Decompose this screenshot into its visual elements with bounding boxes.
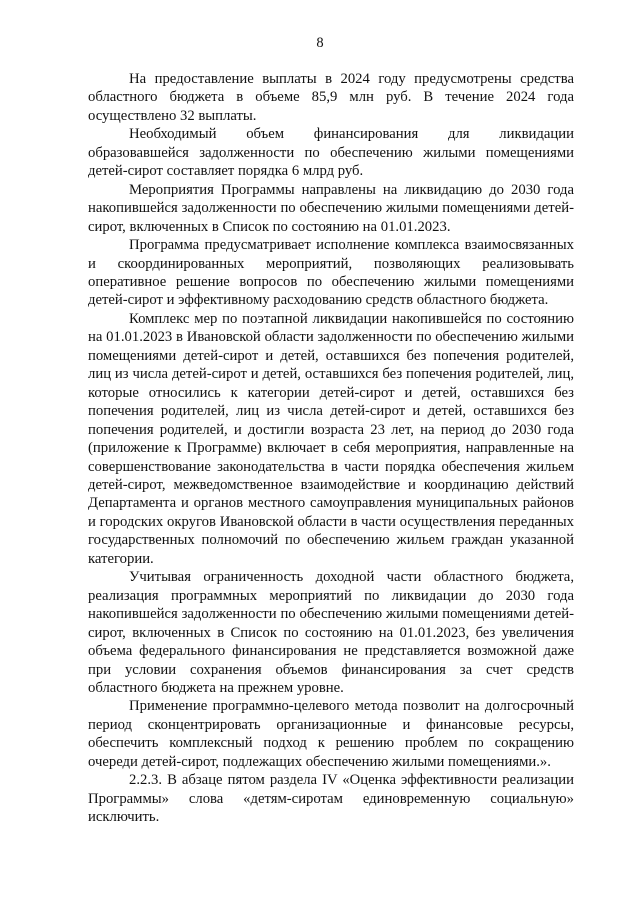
paragraph-payment-funding: На предоставление выплаты в 2024 году предусмотрены средства областного бюджета в объеме 85,9 млн руб. В течение 2024 года осуществлено 32 выплаты. xyxy=(88,71,574,124)
paragraph-required-funding: Необходимый объем финансирования для ликвидации образовавшейся задолженности по обеспечению жилыми помещениями детей-сирот составляет порядка 6 млрд руб. xyxy=(88,126,574,180)
paragraph-budget-limitations: Учитывая ограниченность доходной части областного бюджета, реализация программных мероприятий по ликвидации до 2030 года накопившейся задолженности по обеспечению жилыми помещениями детей-сирот, включенных в Список по состоянию на 01.01.2023, без увеличения объема федерального финансирования не представляется возможной даже при условии сохранения объемов финансирования за счет средств областного бюджета на прежнем уровне. xyxy=(88,569,574,696)
paragraph-program-measures: Программа предусматривает исполнение комплекса взаимосвязанных и скоординированных мероприятий, позволяющих реализовывать оперативное решение вопросов по обеспечению жилыми помещениями детей-сирот и эффективному расходованию средств областного бюджета. xyxy=(88,237,574,309)
paragraph-complex-of-measures: Комплекс мер по поэтапной ликвидации накопившейся по состоянию на 01.01.2023 в Ивановской области задолженности по обеспечению жилыми помещениями детей-сирот и детей, оставшихся без попечения родителей, лиц из числа детей-сирот и детей, оставшихся без попечения родителей, лиц, которые относились к категории детей-сирот и детей, оставшихся без попечения родителей, лиц из числа детей-сирот и детей, оставшихся без попечения родителей, и достигли возраста 23 лет, на период до 2030 года (приложение к Программе) включает в себя мероприятия, направленные на совершенствование законодательства в части порядка обеспечения жильем детей-сирот, межведомственное взаимодействие и координацию действий Департамента и органов местного самоуправления муниципальных районов и городских округов Ивановской области в части осуществления переданных государственных полномочий по обеспечению жильем граждан указанной категории. xyxy=(88,310,574,567)
page-number: 8 xyxy=(316,35,324,51)
paragraph-program-method: Применение программно-целевого метода позволит на долгосрочный период сконцентрировать организационные и финансовые ресурсы, обеспечить комплексный подход к решению проблем по сокращению очереди детей-сирот, подлежащих обеспечению жилыми помещениями.». xyxy=(88,698,574,770)
document-body xyxy=(88,70,574,827)
paragraph-program-goal: Мероприятия Программы направлены на ликвидацию до 2030 года накопившейся задолженности по обеспечению жилыми помещениями детей-сирот, включенных в Список по состоянию на 01.01.2023. xyxy=(88,181,574,235)
paragraph-amendment-2-2-3: 2.2.3. В абзаце пятом раздела IV «Оценка эффективности реализации Программы» слова «детям-сиротам единовременную социальную» исключить. xyxy=(88,772,574,826)
